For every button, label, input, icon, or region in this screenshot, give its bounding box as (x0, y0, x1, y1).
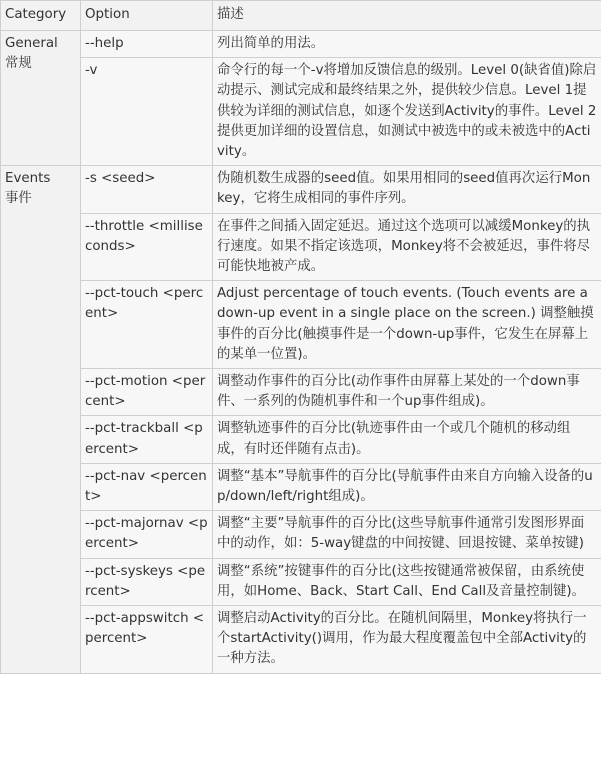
table-row (1, 511, 601, 558)
description-cell: 调整轨迹事件的百分比(轨迹事件由一个或几个随机的移动组成，有时还伴随有点击)。 (213, 416, 601, 463)
description-cell: 列出简单的用法。 (213, 31, 601, 58)
table-row (1, 369, 601, 416)
table-row (1, 58, 601, 166)
option-cell: --pct-touch <percent> (81, 281, 213, 369)
option-cell: -s <seed> (81, 166, 213, 213)
category-label-en: Events (5, 171, 51, 187)
category-label-zh: 常规 (5, 56, 32, 72)
option-cell: --pct-nav <percent> (81, 463, 213, 510)
table-row (1, 166, 601, 213)
description-cell: 在事件之间插入固定延迟。通过这个选项可以减缓Monkey的执行速度。如果不指定该选项，Monkey将不会被延迟，事件将尽可能快地被产成。 (213, 213, 601, 281)
description-cell: 调整“系统”按键事件的百分比(这些按键通常被保留，由系统使用，如Home、Back、Start Call、End Call及音量控制键)。 (213, 558, 601, 605)
description-cell: Adjust percentage of touch events. (Touch events are a down-up event in a single place on the screen.) 调整触摸事件的百分比(触摸事件是一个down-up事件，它发生在屏幕上的某单一位置)。 (213, 281, 601, 369)
table-row (1, 416, 601, 463)
description-cell: 调整动作事件的百分比(动作事件由屏幕上某处的一个down事件、一系列的伪随机事件和一个up事件组成)。 (213, 369, 601, 416)
option-cell: --pct-motion <percent> (81, 369, 213, 416)
table-row (1, 31, 601, 58)
option-cell: -v (81, 58, 213, 166)
category-general (1, 31, 81, 166)
table-row (1, 281, 601, 369)
category-events (1, 166, 81, 673)
option-cell: --pct-syskeys <percent> (81, 558, 213, 605)
description-cell: 调整“主要”导航事件的百分比(这些导航事件通常引发图形界面中的动作，如：5-way键盘的中间按键、回退按键、菜单按键) (213, 511, 601, 558)
option-cell: --help (81, 31, 213, 58)
option-cell: --pct-trackball <percent> (81, 416, 213, 463)
header-description: 描述 (213, 1, 601, 31)
option-cell: --throttle <milliseconds> (81, 213, 213, 281)
description-cell: 调整启动Activity的百分比。在随机间隔里，Monkey将执行一个startActivity()调用，作为最大程度覆盖包中全部Activity的一种方法。 (213, 606, 601, 674)
header-category: Category (1, 1, 81, 31)
table-row (1, 463, 601, 510)
category-label-en: General (5, 36, 58, 51)
header-option: Option (81, 1, 213, 31)
option-cell: --pct-appswitch <percent> (81, 606, 213, 674)
table-row (1, 558, 601, 605)
description-cell: 命令行的每一个-v将增加反馈信息的级别。Level 0(缺省值)除启动提示、测试完成和最终结果之外，提供较少信息。Level 1提供较为详细的测试信息，如逐个发送到Activity的事件。Level 2提供更加详细的设置信息，如测试中被选中的或未被选中的Activity。 (213, 58, 601, 166)
table-row (1, 606, 601, 674)
description-cell: 调整“基本”导航事件的百分比(导航事件由来自方向输入设备的up/down/left/right组成)。 (213, 463, 601, 510)
option-cell: --pct-majornav <percent> (81, 511, 213, 558)
category-label-zh: 事件 (5, 191, 32, 207)
header-row (1, 1, 601, 31)
table-row (1, 213, 601, 281)
description-cell: 伪随机数生成器的seed值。如果用相同的seed值再次运行Monkey，它将生成相同的事件序列。 (213, 166, 601, 213)
